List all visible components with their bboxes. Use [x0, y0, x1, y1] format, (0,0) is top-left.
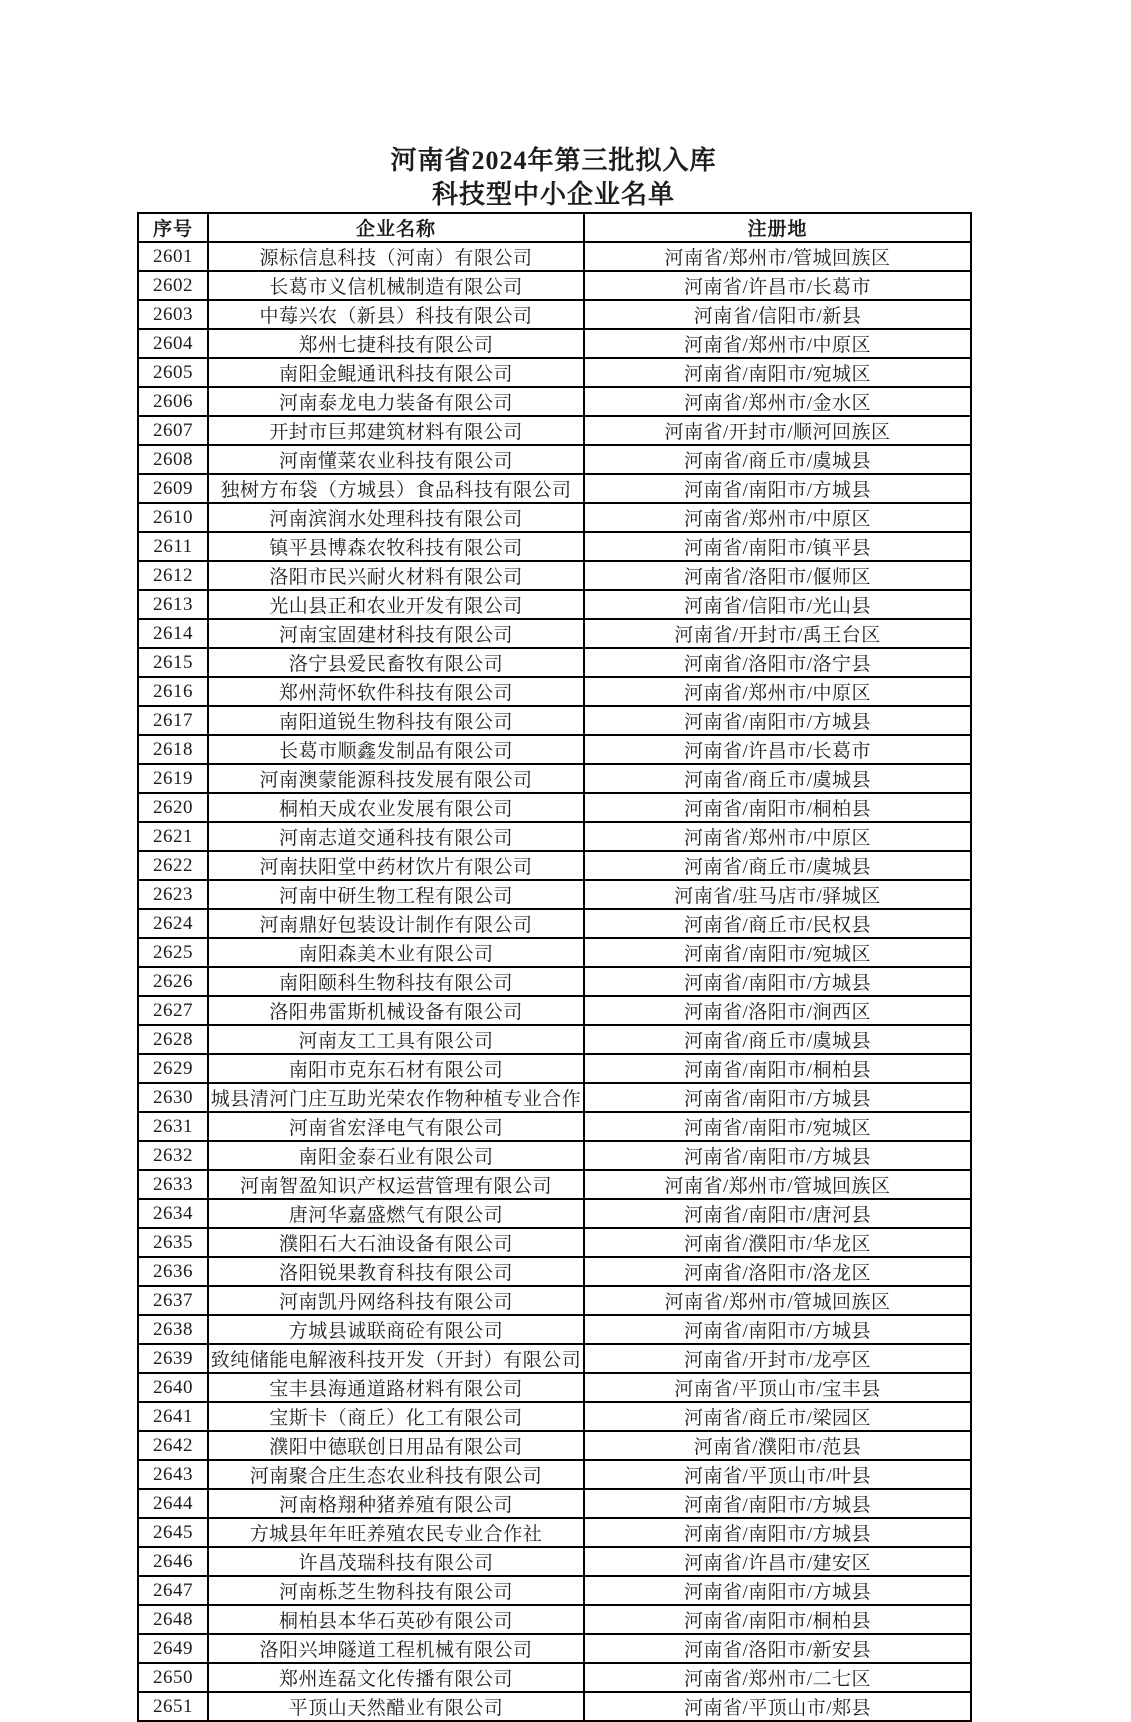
row-index-cell: 2613	[138, 590, 208, 619]
table-row	[138, 590, 971, 619]
registration-cell: 河南省/郑州市/中原区	[584, 677, 971, 706]
table-row	[138, 300, 971, 329]
company-name-cell: 河南省宏泽电气有限公司	[208, 1112, 584, 1141]
company-name-cell: 方城县年年旺养殖农民专业合作社	[208, 1518, 584, 1547]
company-name-cell: 独树方布袋（方城县）食品科技有限公司	[208, 474, 584, 503]
document-title-line2: 科技型中小企业名单	[431, 180, 675, 209]
table-row	[138, 1112, 971, 1141]
row-index-cell: 2606	[138, 387, 208, 416]
company-name-cell: 河南友工工具有限公司	[208, 1025, 584, 1054]
row-index-cell: 2607	[138, 416, 208, 445]
registration-cell: 河南省/洛阳市/偃师区	[584, 561, 971, 590]
company-name-cell: 河南凯丹网络科技有限公司	[208, 1286, 584, 1315]
registration-cell: 河南省/南阳市/方城县	[584, 1518, 971, 1547]
registration-cell: 河南省/商丘市/虞城县	[584, 851, 971, 880]
company-name-cell: 河南聚合庄生态农业科技有限公司	[208, 1460, 584, 1489]
row-index-cell: 2635	[138, 1228, 208, 1257]
company-name-cell: 致纯储能电解液科技开发（开封）有限公司	[208, 1344, 584, 1373]
row-index-cell: 2620	[138, 793, 208, 822]
table-row	[138, 706, 971, 735]
row-index-cell: 2618	[138, 735, 208, 764]
table-row	[138, 764, 971, 793]
company-name-cell: 河南鼎好包装设计制作有限公司	[208, 909, 584, 938]
row-index-cell: 2636	[138, 1257, 208, 1286]
registration-cell: 河南省/信阳市/新县	[584, 300, 971, 329]
company-name-cell: 河南格翔种猪养殖有限公司	[208, 1489, 584, 1518]
table-row	[138, 1431, 971, 1460]
document-title	[137, 144, 970, 212]
registration-cell: 河南省/郑州市/管城回族区	[584, 1170, 971, 1199]
company-name-cell: 河南宝固建材科技有限公司	[208, 619, 584, 648]
row-index-cell: 2643	[138, 1460, 208, 1489]
row-index-cell: 2650	[138, 1663, 208, 1692]
row-index-cell: 2601	[138, 242, 208, 271]
row-index-cell: 2648	[138, 1605, 208, 1634]
row-index-cell: 2630	[138, 1083, 208, 1112]
company-name-cell: 濮阳中德联创日用品有限公司	[208, 1431, 584, 1460]
company-name-cell: 中莓兴农（新县）科技有限公司	[208, 300, 584, 329]
table-row	[138, 1286, 971, 1315]
company-name-cell: 郑州菏怀软件科技有限公司	[208, 677, 584, 706]
table-row	[138, 1547, 971, 1576]
registration-cell: 河南省/南阳市/方城县	[584, 706, 971, 735]
registration-cell: 河南省/许昌市/长葛市	[584, 271, 971, 300]
registration-cell: 河南省/商丘市/梁园区	[584, 1402, 971, 1431]
registration-cell: 河南省/平顶山市/郏县	[584, 1692, 971, 1721]
table-row	[138, 1402, 971, 1431]
table-row	[138, 1373, 971, 1402]
table-row	[138, 1460, 971, 1489]
company-name-cell: 光山县正和农业开发有限公司	[208, 590, 584, 619]
table-row	[138, 619, 971, 648]
company-name-cell: 城县清河门庄互助光荣农作物种植专业合作	[208, 1083, 584, 1112]
company-name-cell: 长葛市顺鑫发制品有限公司	[208, 735, 584, 764]
company-name-cell: 宝斯卡（商丘）化工有限公司	[208, 1402, 584, 1431]
registration-cell: 河南省/洛阳市/新安县	[584, 1634, 971, 1663]
registration-cell: 河南省/南阳市/方城县	[584, 1315, 971, 1344]
table-row	[138, 938, 971, 967]
table-row	[138, 1576, 971, 1605]
row-index-cell: 2646	[138, 1547, 208, 1576]
row-index-cell: 2617	[138, 706, 208, 735]
company-name-cell: 南阳金鲲通讯科技有限公司	[208, 358, 584, 387]
header-registration: 注册地	[584, 213, 971, 242]
registration-cell: 河南省/郑州市/金水区	[584, 387, 971, 416]
company-name-cell: 郑州七捷科技有限公司	[208, 329, 584, 358]
company-name-cell: 河南中研生物工程有限公司	[208, 880, 584, 909]
company-name-cell: 许昌茂瑞科技有限公司	[208, 1547, 584, 1576]
table-row	[138, 1054, 971, 1083]
company-name-cell: 河南扶阳堂中药材饮片有限公司	[208, 851, 584, 880]
registration-cell: 河南省/开封市/龙亭区	[584, 1344, 971, 1373]
company-name-cell: 洛宁县爱民畜牧有限公司	[208, 648, 584, 677]
table-row	[138, 1257, 971, 1286]
registration-cell: 河南省/南阳市/方城县	[584, 474, 971, 503]
registration-cell: 河南省/南阳市/宛城区	[584, 938, 971, 967]
company-name-cell: 开封市巨邦建筑材料有限公司	[208, 416, 584, 445]
company-name-cell: 河南智盈知识产权运营管理有限公司	[208, 1170, 584, 1199]
registration-cell: 河南省/商丘市/虞城县	[584, 764, 971, 793]
registration-cell: 河南省/郑州市/中原区	[584, 822, 971, 851]
header-index: 序号	[138, 213, 208, 242]
table-row	[138, 1489, 971, 1518]
row-index-cell: 2615	[138, 648, 208, 677]
company-name-cell: 源标信息科技（河南）有限公司	[208, 242, 584, 271]
table-row	[138, 1199, 971, 1228]
registration-cell: 河南省/洛阳市/洛宁县	[584, 648, 971, 677]
company-name-cell: 河南懂菜农业科技有限公司	[208, 445, 584, 474]
registration-cell: 河南省/濮阳市/华龙区	[584, 1228, 971, 1257]
company-name-cell: 河南滨润水处理科技有限公司	[208, 503, 584, 532]
registration-cell: 河南省/平顶山市/叶县	[584, 1460, 971, 1489]
registration-cell: 河南省/南阳市/宛城区	[584, 1112, 971, 1141]
registration-cell: 河南省/南阳市/桐柏县	[584, 1605, 971, 1634]
company-name-cell: 濮阳石大石油设备有限公司	[208, 1228, 584, 1257]
registration-cell: 河南省/南阳市/方城县	[584, 967, 971, 996]
table-row	[138, 996, 971, 1025]
company-table	[137, 212, 972, 1722]
company-name-cell: 南阳森美木业有限公司	[208, 938, 584, 967]
row-index-cell: 2608	[138, 445, 208, 474]
registration-cell: 河南省/郑州市/二七区	[584, 1663, 971, 1692]
table-row	[138, 967, 971, 996]
table-row	[138, 851, 971, 880]
company-name-cell: 桐柏县本华石英砂有限公司	[208, 1605, 584, 1634]
table-row	[138, 416, 971, 445]
registration-cell: 河南省/南阳市/方城县	[584, 1576, 971, 1605]
table-row	[138, 909, 971, 938]
row-index-cell: 2612	[138, 561, 208, 590]
company-name-cell: 郑州连磊文化传播有限公司	[208, 1663, 584, 1692]
company-name-cell: 南阳颐科生物科技有限公司	[208, 967, 584, 996]
row-index-cell: 2644	[138, 1489, 208, 1518]
row-index-cell: 2645	[138, 1518, 208, 1547]
registration-cell: 河南省/南阳市/桐柏县	[584, 1054, 971, 1083]
table-row	[138, 648, 971, 677]
registration-cell: 河南省/濮阳市/范县	[584, 1431, 971, 1460]
company-name-cell: 洛阳市民兴耐火材料有限公司	[208, 561, 584, 590]
table-row	[138, 561, 971, 590]
row-index-cell: 2603	[138, 300, 208, 329]
company-name-cell: 长葛市义信机械制造有限公司	[208, 271, 584, 300]
registration-cell: 河南省/南阳市/桐柏县	[584, 793, 971, 822]
registration-cell: 河南省/许昌市/长葛市	[584, 735, 971, 764]
table-row	[138, 822, 971, 851]
row-index-cell: 2634	[138, 1199, 208, 1228]
row-index-cell: 2622	[138, 851, 208, 880]
company-name-cell: 洛阳兴坤隧道工程机械有限公司	[208, 1634, 584, 1663]
row-index-cell: 2640	[138, 1373, 208, 1402]
company-name-cell: 平顶山天然醋业有限公司	[208, 1692, 584, 1721]
company-name-cell: 唐河华嘉盛燃气有限公司	[208, 1199, 584, 1228]
row-index-cell: 2604	[138, 329, 208, 358]
row-index-cell: 2631	[138, 1112, 208, 1141]
registration-cell: 河南省/郑州市/中原区	[584, 329, 971, 358]
table-row	[138, 1170, 971, 1199]
company-name-cell: 镇平县博森农牧科技有限公司	[208, 532, 584, 561]
registration-cell: 河南省/南阳市/方城县	[584, 1083, 971, 1112]
table-row	[138, 1692, 971, 1721]
registration-cell: 河南省/平顶山市/宝丰县	[584, 1373, 971, 1402]
row-index-cell: 2621	[138, 822, 208, 851]
company-name-cell: 河南栎芝生物科技有限公司	[208, 1576, 584, 1605]
registration-cell: 河南省/商丘市/虞城县	[584, 1025, 971, 1054]
company-name-cell: 河南志道交通科技有限公司	[208, 822, 584, 851]
company-name-cell: 河南澳蒙能源科技发展有限公司	[208, 764, 584, 793]
registration-cell: 河南省/洛阳市/涧西区	[584, 996, 971, 1025]
registration-cell: 河南省/开封市/禹王台区	[584, 619, 971, 648]
table-row	[138, 793, 971, 822]
table-row	[138, 271, 971, 300]
table-row	[138, 474, 971, 503]
registration-cell: 河南省/商丘市/民权县	[584, 909, 971, 938]
company-name-cell: 南阳道锐生物科技有限公司	[208, 706, 584, 735]
table-header-row	[138, 213, 971, 242]
company-name-cell: 河南泰龙电力装备有限公司	[208, 387, 584, 416]
row-index-cell: 2626	[138, 967, 208, 996]
table-row	[138, 445, 971, 474]
table-row	[138, 1344, 971, 1373]
table-row	[138, 329, 971, 358]
registration-cell: 河南省/郑州市/管城回族区	[584, 242, 971, 271]
table-row	[138, 387, 971, 416]
company-name-cell: 桐柏天成农业发展有限公司	[208, 793, 584, 822]
table-body	[138, 242, 971, 1721]
row-index-cell: 2647	[138, 1576, 208, 1605]
table-row	[138, 880, 971, 909]
row-index-cell: 2623	[138, 880, 208, 909]
table-row	[138, 1605, 971, 1634]
row-index-cell: 2628	[138, 1025, 208, 1054]
company-name-cell: 洛阳弗雷斯机械设备有限公司	[208, 996, 584, 1025]
header-company-name: 企业名称	[208, 213, 584, 242]
table-row	[138, 503, 971, 532]
table-row	[138, 242, 971, 271]
registration-cell: 河南省/信阳市/光山县	[584, 590, 971, 619]
row-index-cell: 2632	[138, 1141, 208, 1170]
row-index-cell: 2638	[138, 1315, 208, 1344]
registration-cell: 河南省/南阳市/宛城区	[584, 358, 971, 387]
table-row	[138, 532, 971, 561]
registration-cell: 河南省/驻马店市/驿城区	[584, 880, 971, 909]
table-row	[138, 1634, 971, 1663]
table-row	[138, 358, 971, 387]
row-index-cell: 2633	[138, 1170, 208, 1199]
company-name-cell: 宝丰县海通道路材料有限公司	[208, 1373, 584, 1402]
table-row	[138, 1083, 971, 1112]
registration-cell: 河南省/许昌市/建安区	[584, 1547, 971, 1576]
company-name-cell: 方城县诚联商砼有限公司	[208, 1315, 584, 1344]
registration-cell: 河南省/开封市/顺河回族区	[584, 416, 971, 445]
row-index-cell: 2649	[138, 1634, 208, 1663]
row-index-cell: 2627	[138, 996, 208, 1025]
row-index-cell: 2605	[138, 358, 208, 387]
table-row	[138, 1141, 971, 1170]
company-name-cell: 南阳市克东石材有限公司	[208, 1054, 584, 1083]
registration-cell: 河南省/郑州市/中原区	[584, 503, 971, 532]
company-name-cell: 南阳金泰石业有限公司	[208, 1141, 584, 1170]
table-row	[138, 1518, 971, 1547]
registration-cell: 河南省/商丘市/虞城县	[584, 445, 971, 474]
table-row	[138, 1315, 971, 1344]
table-row	[138, 677, 971, 706]
registration-cell: 河南省/郑州市/管城回族区	[584, 1286, 971, 1315]
row-index-cell: 2619	[138, 764, 208, 793]
table-row	[138, 1663, 971, 1692]
row-index-cell: 2641	[138, 1402, 208, 1431]
row-index-cell: 2616	[138, 677, 208, 706]
row-index-cell: 2609	[138, 474, 208, 503]
row-index-cell: 2611	[138, 532, 208, 561]
row-index-cell: 2637	[138, 1286, 208, 1315]
registration-cell: 河南省/南阳市/方城县	[584, 1489, 971, 1518]
table-row	[138, 1025, 971, 1054]
company-name-cell: 洛阳锐果教育科技有限公司	[208, 1257, 584, 1286]
row-index-cell: 2614	[138, 619, 208, 648]
registration-cell: 河南省/洛阳市/洛龙区	[584, 1257, 971, 1286]
registration-cell: 河南省/南阳市/镇平县	[584, 532, 971, 561]
registration-cell: 河南省/南阳市/唐河县	[584, 1199, 971, 1228]
table-row	[138, 1228, 971, 1257]
row-index-cell: 2610	[138, 503, 208, 532]
row-index-cell: 2629	[138, 1054, 208, 1083]
row-index-cell: 2625	[138, 938, 208, 967]
registration-cell: 河南省/南阳市/方城县	[584, 1141, 971, 1170]
document-title-line1: 河南省2024年第三批拟入库	[390, 146, 717, 175]
row-index-cell: 2651	[138, 1692, 208, 1721]
table-row	[138, 735, 971, 764]
row-index-cell: 2639	[138, 1344, 208, 1373]
row-index-cell: 2602	[138, 271, 208, 300]
row-index-cell: 2624	[138, 909, 208, 938]
row-index-cell: 2642	[138, 1431, 208, 1460]
